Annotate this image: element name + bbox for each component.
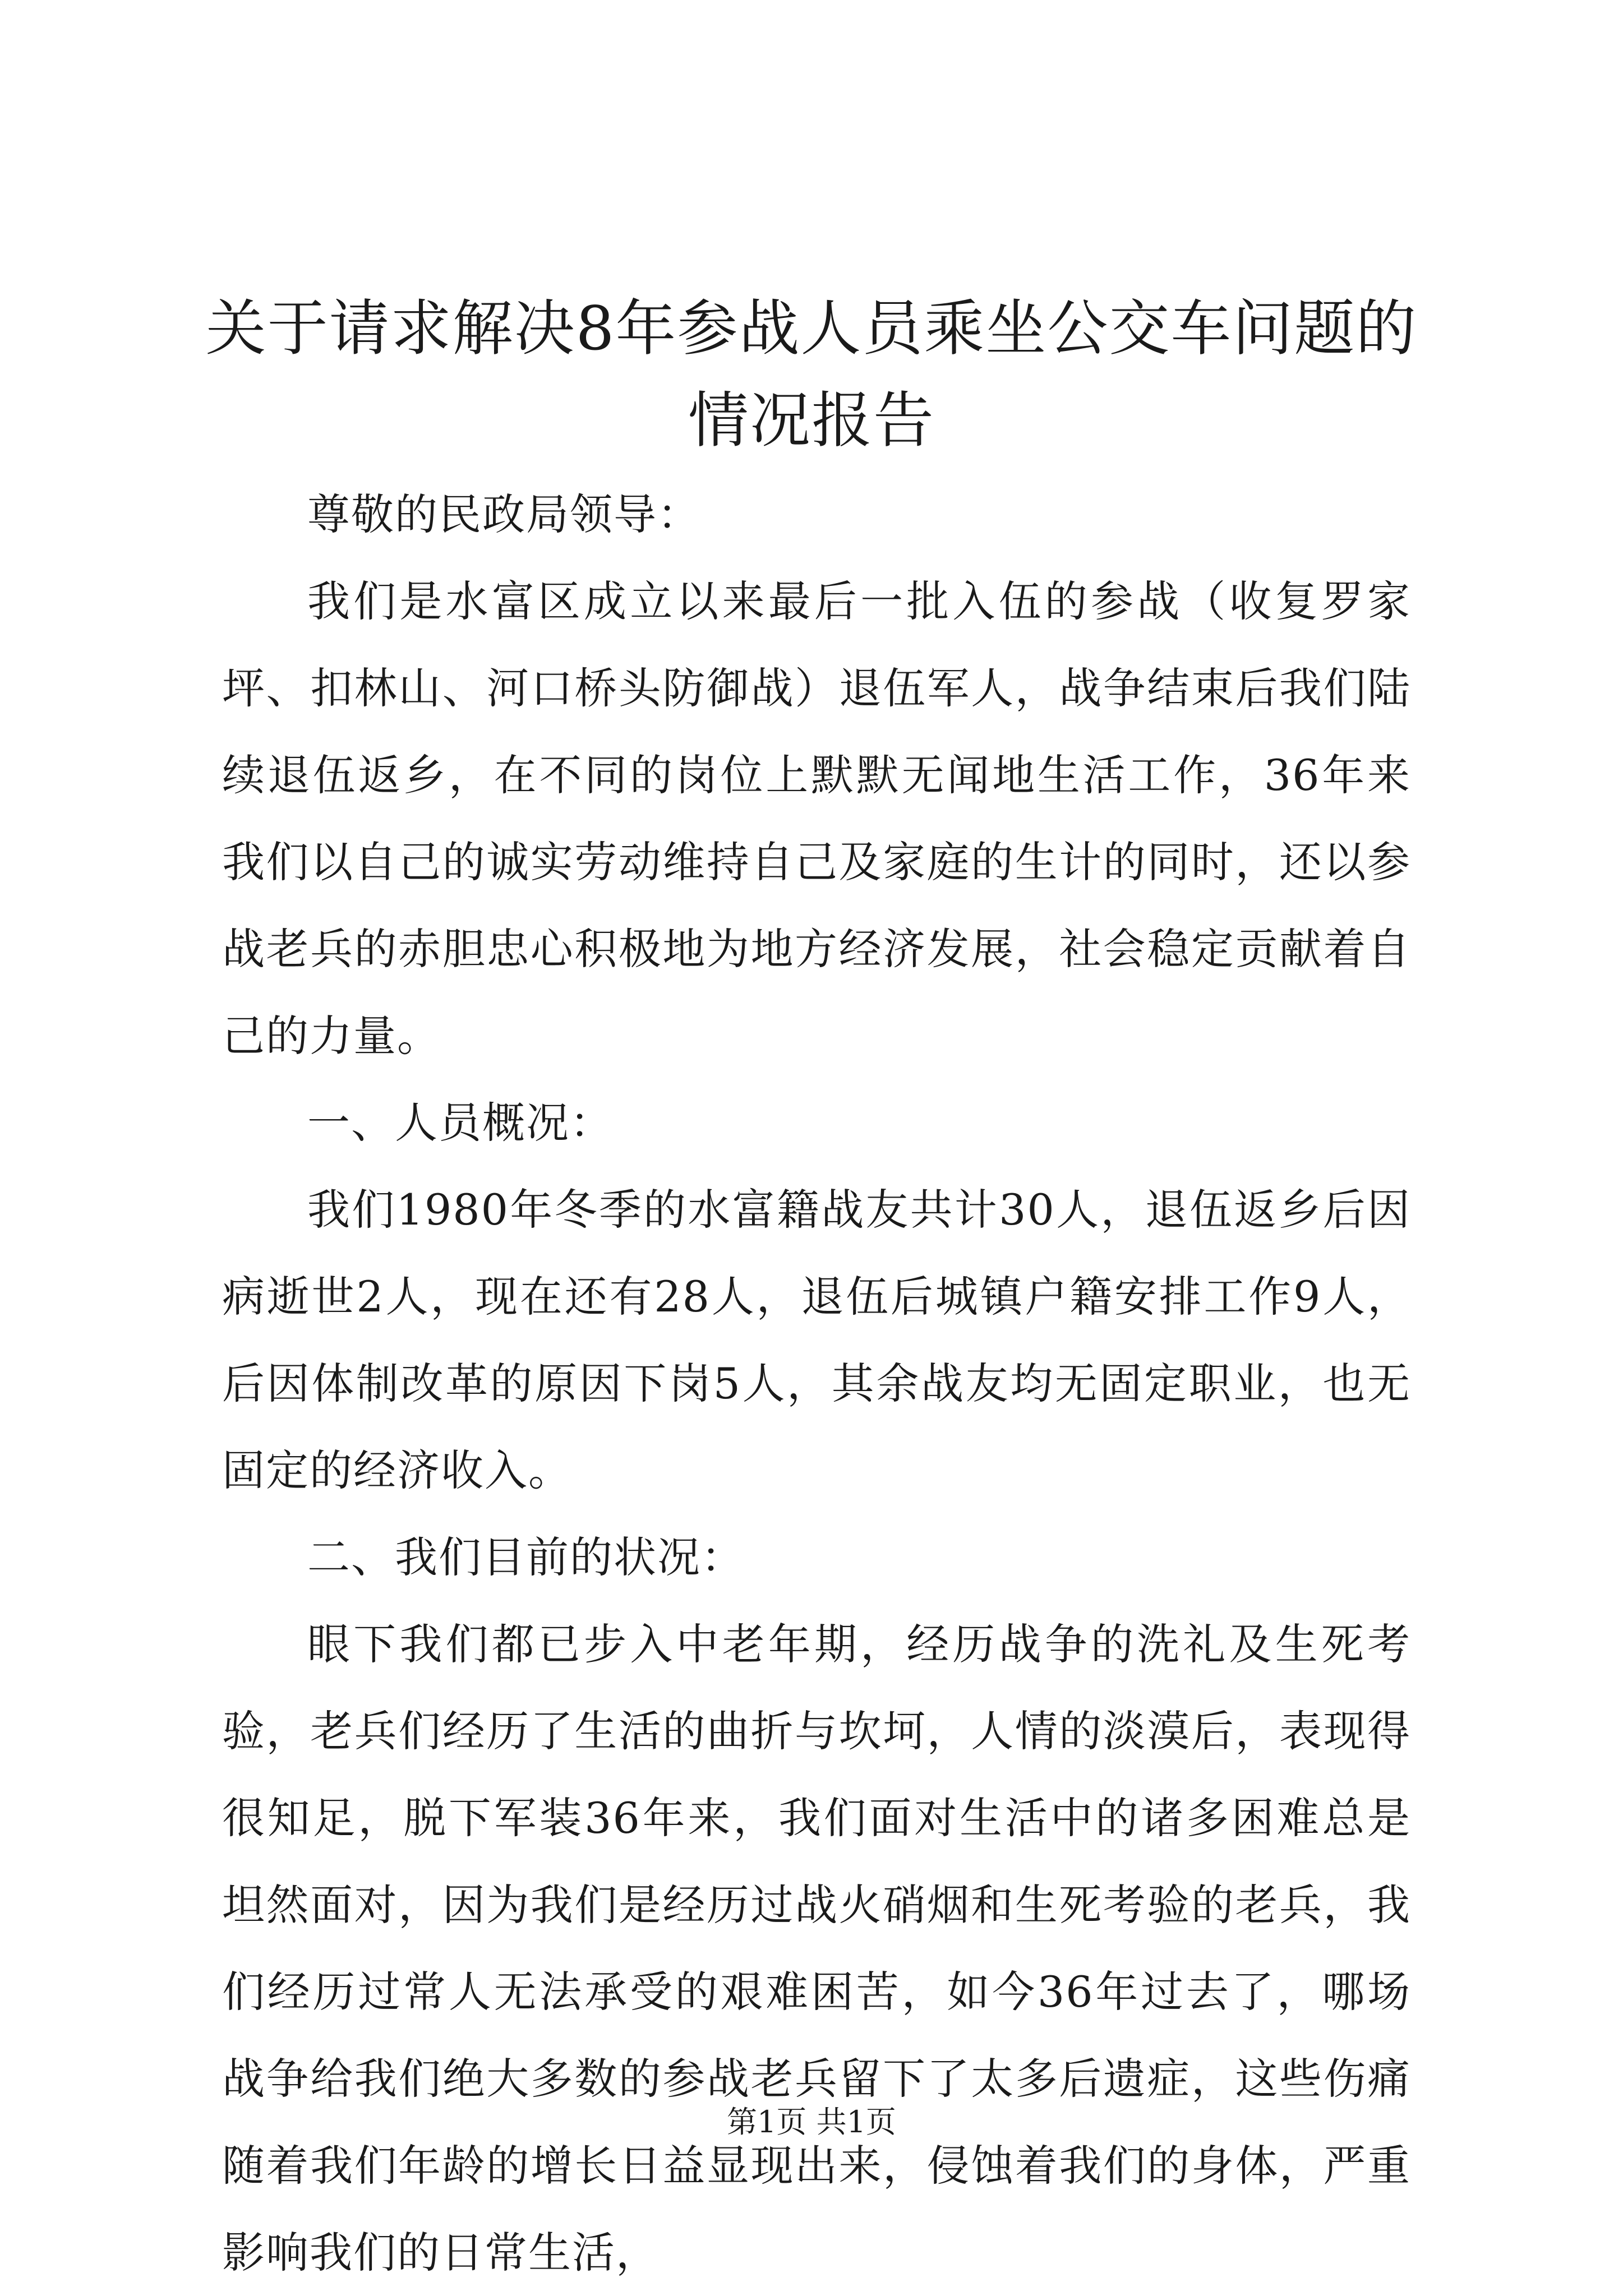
salutation: 尊敬的民政局领导： [307,489,701,539]
document-title [112,283,1511,467]
page-footer: 第1页 共1页 [727,2104,896,2140]
section-heading-2: 二、我们目前的状况： [307,1532,745,1582]
document-body [222,471,1411,2296]
title-line-2: 情况报告 [688,386,935,456]
title-line-1: 关于请求解决8年参战人员乘坐公交车问题的 [205,294,1418,364]
paragraph-personnel: 我们1980年冬季的水富籍战友共计30人，退伍返乡后因病逝世2人，现在还有28人，退伍后城镇户籍安排工作9人，后因体制改革的原因下岗5人，其余战友均无固定职业，也无固定的经济收入。 [222,1185,1411,1495]
paragraph-current-status: 眼下我们都已步入中老年期，经历战争的洗礼及生死考验，老兵们经历了生活的曲折与坎坷，人情的淡漠后，表现得很知足，脱下军装36年来，我们面对生活中的诸多困难总是坦然面对，因为我们是经历过战火硝烟和生死考验的老兵，我们经历过常人无法承受的艰难困苦，如今36年过去了，哪场战争给我们绝大多数的参战老兵留下了太多后遗症，这些伤痛随着我们年龄的增长日益显现出来，侵蚀着我们的身体，严重影响我们的日常生活， [222,1619,1411,2277]
paragraph-intro: 我们是水富区成立以来最后一批入伍的参战（收复罗家坪、扣林山、河口桥头防御战）退伍军人，战争结束后我们陆续退伍返乡，在不同的岗位上默默无闻地生活工作，36年来我们以自己的诚实劳动维持自己及家庭的生计的同时，还以参战老兵的赤胆忠心积极地为地方经济发展，社会稳定贡献着自己的力量。 [222,576,1411,1061]
section-heading-1: 一、人员概况： [307,1098,614,1148]
